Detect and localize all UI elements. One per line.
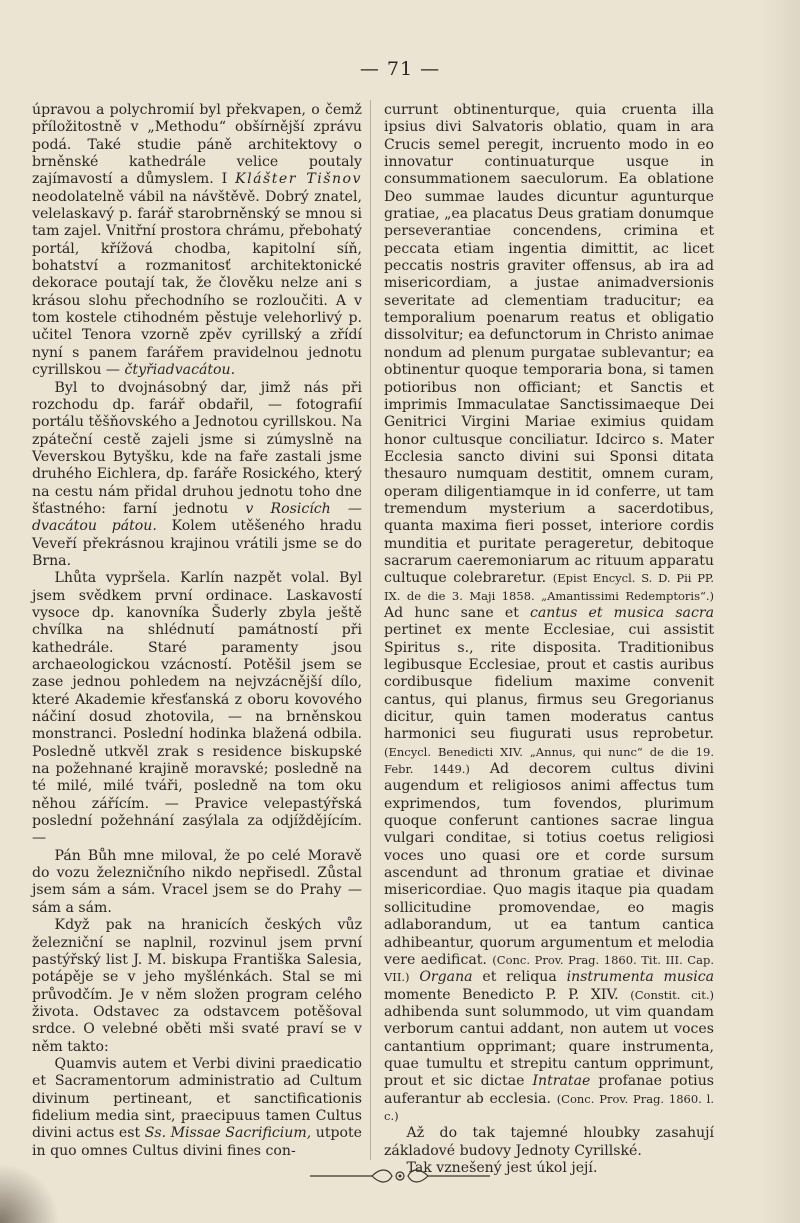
italic-text: Klášter Tišnov (235, 171, 362, 188)
paragraph: Pán Bůh mne miloval, že po celé Moravě do vozu železničního nikdo nepřisedl. Zůstal jsem sám a sám. Vracel jsem se do Prahy — sám a sám. (32, 847, 362, 916)
footer-ornament-icon (310, 1166, 490, 1186)
paragraph: Až do tak tajemné hloubky zasahují základové budovy Jednoty Cyrillské. (384, 1125, 714, 1159)
text: Ad decorem cultus divini augendum et religiosos animi affectus tum exprimendos, tum fovendos, plurimum quoque conferunt cantiones sacrae lingua vulgari conditae, si totius coetus religiosi voces uno quasi ore et corde sursum ascendunt ad thronum gratiae et divinae misericordiae. Quo magis itaque pia quadam sollicitudine promovendae, eo magis adlaborandum, ut ea tantum cantica adhibeantur, quorum argumentum et melodia vere aedificat. (384, 761, 714, 968)
text: momente Benedicto P. P. XIV. (384, 986, 631, 1003)
paragraph (32, 102, 362, 380)
text: Kolem utěšeného hradu Veveří překrásnou krajinou vrátili jsme se do Brna. (32, 518, 362, 569)
citation: (Conc. Prov. Prag. 1860. Tit. III. Cap. VII.) (384, 952, 714, 985)
right-column (384, 102, 714, 1177)
page-number: — 71 — (359, 58, 441, 80)
text: profanae potius auferantur ab ecclesia. (384, 1073, 715, 1107)
text: utpote in quo omnes Cultus divini fines con- (32, 1125, 363, 1159)
text: Ad hunc sane et (384, 604, 531, 621)
text: pertinet ex mente Ecclesiae, cui assistit Spiritus s., rite disposita. Traditionibus legibusque Ecclesiae, prout et castis auribus cordibusque fidelium maxime convenit cantus, qui planus, firmus seu Gregorianus dicitur, quin tamen moderatus cantus harmonici seu fiugurati usus reprobetur. (384, 622, 714, 743)
italic-text: čtyřiadvacátou. (124, 362, 236, 379)
text: Quamvis autem et Verbi divini praedicatio et Sacramentorum administratio ad Cultum divinum pertineant, et sanctificationis fidelium media sint, praecipuus tamen Cultus divini actus est (32, 1055, 362, 1142)
italic-text: Ss. Missae Sacrificium, (144, 1125, 312, 1142)
italic-text: cantus et musica sacra (530, 604, 714, 621)
text: adhibenda sunt solummodo, ut vim quandam verborum cantui addant, non autem ut voces cantantium opprimant; quare instrumenta, quae tumultu et strepitu cantum opprimunt, prout et sic dictae (384, 1003, 714, 1090)
paragraph: Když pak na hranicích českých vůz železniční se naplnil, rozvinul jsem první pastýřský list J. M. biskupa Františka Salesia, potápěje se v jeho myšlénkách. Stal se mi průvodčím. Je v něm složen program celého života. Odstavec za odstavcem potěšoval srdce. O velebné oběti mši svaté praví se v něm takto: (32, 917, 362, 1055)
text: currunt obtinenturque, quia cruenta illa ipsius divi Salvatoris oblatio, quam in ara Crucis semel peregit, incruento modo in eo innovatur continuaturque usque in consummationem saeculorum. Ea oblatione Deo summae laudes dicuntur agunturque gratiae, „ea placatus Deus gratiam donumque perseverantiae concendens, crimina et peccata etiam ingentia dimittit, ac licet peccatis nostris graviter offensus, ab ira ad misericordiam, a justae animadversionis severitate ad clementiam traducitur; ea temporalium poenarum reatus et obligatio dissolvitur; ea defunctorum in Christo animae nondum ad plenum purgatae sublevantur; ea obtinentur quoque temporaria bona, si tamen potioribus non officiant; et Sanctis et imprimis Immaculatae Sanctissimaeque Dei Genitrici Virgini Mariae eximius quidam honor cultusque conciliatur. Idcirco s. Mater Ecclesia sancto divini sui Sponsi ditata thesauro numquam destitit, omnem curam, operam diligentiamque in id conferre, ut tam tremendum mysterium a sacerdotibus, quanta maxima fieri posset, interiore cordis munditia et puritate perageretur, debitoque sacrarum caeremoniarum ac rituum apparatu cultuque colebraretur. (384, 102, 714, 587)
italic-text: Intratae (532, 1073, 591, 1090)
paragraph (384, 102, 714, 1125)
paragraph: Lhůta vypršela. Karlín nazpět volal. Byl jsem svědkem první ordinace. Laskavostí vysoce dp. kanovníka Šuderly zbyla ještě chvílka na shlédnutí památností při kathedrále. Staré paramenty jsou archaeologickou vzácností. Potěšil jsem se zase jednou pohledem na nejvzácnější dílo, které Akademie křesťanská z oboru kovového náčiní dosud zhotovila, — na brněnskou monstranci. Poslední hodinka blažená odbila. Posledně utkvěl zrak s residence biskupské na požehnané krajině moravské; posledně na té milé, milé tváři, posledně na tom oku něhou zářícím. — Pravice velepastýřská poslední požehnání zasýlala za odjíždějícím. — (32, 570, 362, 847)
text: neodolatelně vábil na návštěvě. Dobrý znatel, velelaskavý p. farář starobrněnský se mnou si tam zajel. Vnitřní prostora chrámu, přebohatý portál, křížová chodba, kapitolní síň, bohatství a rozmanitosť architektonické dekorace poutají tak, že člověku nelze ani s krásou slohu přechodního se rozloučiti. A v tom kostele ctihodném pěstuje velehorlivý p. učitel Tenora vzorně zpěv cyrillský a zřídí nyní s panem farářem pravidelnou jednotu cyrillskou — (32, 188, 362, 379)
italic-text: instrumenta musica (566, 969, 715, 986)
page-corner-smudge (0, 1163, 60, 1223)
text: úpravou a polychromií byl překvapen, o čemž příložitostně v „Methodu“ obšírnější zprávu podá. Také studie páně architektovy o brněnské kathedrále velice poutaly zajímavostí a důmyslem. I (32, 102, 362, 188)
column-divider (370, 100, 371, 1160)
citation: (Constit. cit.) (630, 987, 714, 1002)
citation: (Epist Encycl. S. D. Pii PP. IX. de die 3. Maji 1858. „Amantissimi Redemptoris“.) (384, 571, 714, 603)
left-column (32, 102, 362, 1160)
citation: (Encycl. Benedicti XIV. „Annus, qui nunc“ de die 19. Febr. 1449.) (384, 744, 714, 777)
text: Byl to dvojnásobný dar, jimž nás při rozchodu dp. farář obdařil, — fotografií portálu těšňovského a Jednotou cyrillskou. Na zpáteční cestě zajeli jsme si zúmyslně na Veverskou Bytyšku, kde na faře zastali jsme druhého Eichlera, dp. faráře Rosického, který na cestu nám přidal druhou jednotu toho dne šťastného: farní jednotu (32, 379, 362, 517)
page-edge-shadow (760, 0, 800, 1223)
paragraph (32, 1056, 362, 1160)
italic-text: v Rosicích — dvacátou pátou. (32, 500, 362, 535)
citation: (Conc. Prov. Prag. 1860. l. c.) (384, 1091, 714, 1123)
italic-text: Organa (419, 969, 473, 986)
paragraph (32, 380, 362, 571)
paragraph: Tak vznešený jest úkol její. (406, 1159, 598, 1176)
text: et reliqua (472, 969, 567, 986)
